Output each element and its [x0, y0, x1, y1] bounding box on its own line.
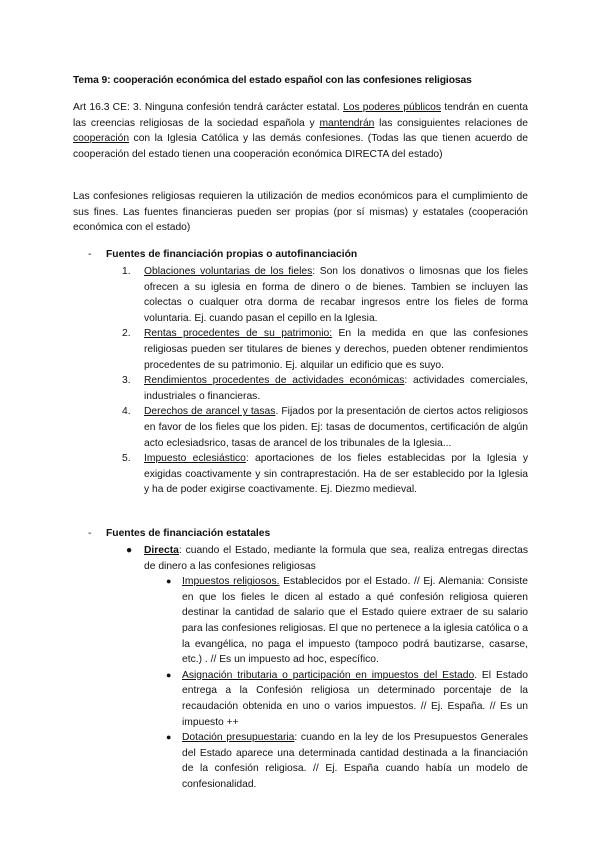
sublist-item	[164, 668, 528, 730]
list-number: 2.	[122, 328, 131, 340]
sublist-item-text: : cuando en la ley de los Presupuestos Generales del Estado aparece una determinada cantidad destinada a la financiación de la confesión religiosa. // Ej. España cuando había un modelo de confesionalidad.	[182, 732, 529, 790]
dash-marker: -	[88, 249, 92, 260]
list-item-term: Impuesto eclesiástico	[144, 453, 246, 465]
sublist-item-term: Impuestos religiosos.	[182, 576, 280, 588]
paragraph-article	[73, 100, 528, 162]
sublist-item-text: Establecidos por el Estado. // Ej. Alemania: Consiste en que los fieles le dicen al estado a qué confesión religiosa quieren destinar la cantidad de salario que el Estado quiere extraer de su salario para las confesiones religiosas. El que no pertenece a la iglesia católica o a la evangélica, no paga el impuesto (tampoco podrá bautizarse, casarse, etc.) . // Es un impuesto ad hoc, específico.	[182, 576, 528, 666]
list-item	[122, 264, 528, 326]
list-item	[122, 451, 528, 498]
section-heading-estatales-text: Fuentes de financiación estatales	[106, 528, 271, 539]
list-estatales	[122, 543, 528, 793]
list-item-text: . Fijados por la presentación de ciertos actos religiosos en favor de los fieles que los piden. Ej: tasas de documentos, certificación de algún acto eclesiadsrico, tasas de arancel de los tribunales de la Iglesia...	[144, 406, 528, 449]
list-item	[122, 326, 528, 373]
list-number: 5.	[122, 453, 131, 465]
paragraph-article-text-c: las consiguientes relaciones de	[374, 117, 528, 129]
underlined-mantendran: mantendrán	[319, 117, 375, 129]
paragraph-article-text-d: con la Iglesia Católica y las demás confesiones. (Todas las que tienen acuerdo de cooperación del estado tienen una cooperación económica DIRECTA del estado)	[73, 133, 528, 160]
list-item	[122, 373, 528, 404]
list-item-text: : Son los donativos o limosnas que los fieles ofrecen a su iglesia en forma de dinero o de bienes. Tambien se incluyen las colectas o cualquer otra dorma de recabar ingresos entre los fieles de forma voluntaria. Ej. cuando pasan el cepillo en la Iglesia.	[144, 266, 528, 324]
list-item-text: : aportaciones de los fieles establecidas por la Iglesia y exigidas coactivamente y sin contraprestación. Ha de ser establecido por la Iglesia y ha de poder exigirse coactivamente. Ej. Diezmo medieval.	[144, 453, 528, 496]
list-item-term: Oblaciones voluntarias de los fieles	[144, 266, 313, 277]
sublist-directa	[164, 574, 528, 792]
list-item-text: En la medida en que las confesiones religiosas pueden ser titulares de bienes y derechos, pueden obtener rendimientos procedentes de su patrimonio. Ej. alquilar un edificio que es suyo.	[144, 328, 529, 371]
page-title: Tema 9: cooperación económica del estado español con las confesiones religiosas	[73, 75, 472, 86]
sublist-item-term: Asignación tributaria o participación en impuestos del Estado	[182, 669, 475, 681]
bullet-marker: ●	[126, 545, 133, 556]
list-number: 4.	[122, 406, 131, 418]
sublist-item	[164, 574, 528, 668]
term-directa: Directa	[144, 545, 179, 556]
underlined-cooperacion: cooperación	[73, 133, 130, 145]
underlined-poderes-publicos: Los poderes públicos	[342, 102, 442, 113]
list-item-term: Rentas procedentes de su patrimonio:	[144, 328, 333, 340]
list-item-text: : actividades comerciales, industriales o financieras.	[144, 375, 528, 402]
list-item-term: Derechos de arancel y tasas	[144, 406, 276, 418]
directa-text: : cuando el Estado, mediante la formula que sea, realiza entregas directas de dinero a las confesiones religiosas	[144, 545, 528, 572]
dash-marker: -	[88, 528, 92, 539]
paragraph-article-text-a: Art 16.3 CE: 3. Ninguna confesión tendrá carácter estatal.	[73, 102, 343, 113]
paragraph-article-text-b: tendrán en cuenta las creencias religiosas de la sociedad española y	[73, 102, 528, 129]
list-item	[122, 404, 528, 451]
section-heading-propias-text: Fuentes de financiación propias o autofinanciación	[106, 249, 358, 260]
list-propias	[122, 264, 528, 498]
list-number: 3.	[122, 375, 131, 387]
sub-bullet-marker: ●	[166, 732, 172, 743]
list-item-term: Rendimientos procedentes de actividades económicas	[144, 375, 405, 387]
list-number: 1.	[122, 266, 131, 277]
paragraph-intro: Las confesiones religiosas requieren la utilización de medios económicos para el cumplimiento de sus fines. Las fuentes financieras pueden ser propias (por sí mismas) y estatales (cooperación económica con el estado)	[73, 191, 528, 234]
sublist-item-term: Dotación presupuestaria	[182, 732, 295, 744]
sublist-item-text: . El Estado entrega a la Confesión religiosa un determinado porcentaje de la recaudación obtenida en uno o varios impuestos. // Ej. España. // Es un impuesto ++	[182, 669, 529, 728]
sub-bullet-marker: ●	[166, 669, 172, 680]
list-item-directa	[122, 543, 528, 793]
sublist-item	[164, 730, 528, 792]
sub-bullet-marker: ●	[166, 576, 172, 587]
